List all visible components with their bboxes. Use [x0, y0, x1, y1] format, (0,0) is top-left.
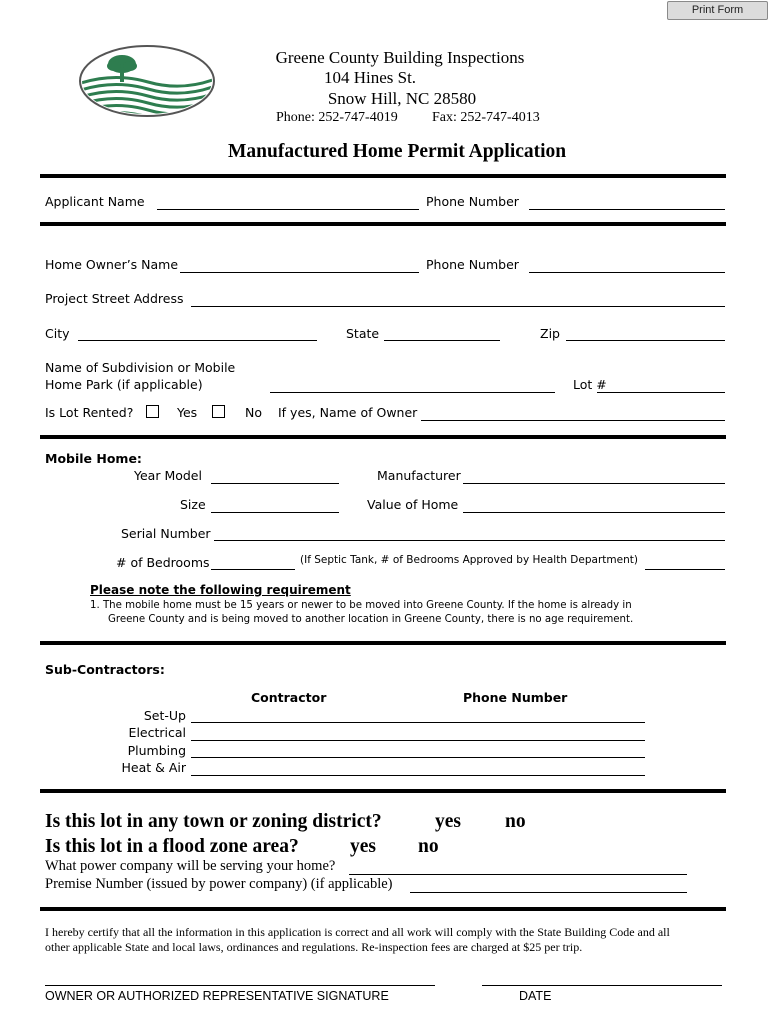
flood-zone-no[interactable]: no [418, 836, 439, 857]
power-company-field[interactable] [349, 874, 687, 875]
street-address-field[interactable] [191, 306, 725, 307]
value-field[interactable] [463, 512, 725, 513]
state-label: State [346, 326, 380, 341]
lot-rented-no-label: No [245, 405, 262, 420]
agency-city: Snow Hill, NC 28580 [327, 89, 477, 108]
divider [40, 222, 726, 226]
print-form-button[interactable]: Print Form [667, 1, 768, 20]
tree-over-fields-logo-icon [78, 44, 216, 118]
agency-street: 104 Hines St. [323, 68, 417, 87]
flood-zone-yes[interactable]: yes [350, 836, 376, 857]
setup-label: Set-Up [143, 708, 186, 723]
subdivision-field[interactable] [270, 392, 555, 393]
phone-column-header: Phone Number [463, 690, 568, 705]
mobile-home-section-label: Mobile Home: [45, 451, 142, 466]
power-company-label: What power company will be serving your home? [45, 858, 336, 874]
state-field[interactable] [384, 340, 500, 341]
divider [40, 641, 726, 645]
year-model-field[interactable] [211, 483, 339, 484]
septic-bedrooms-field[interactable] [645, 569, 725, 570]
city-label: City [45, 326, 70, 341]
divider [40, 907, 726, 911]
street-address-label: Project Street Address [45, 291, 184, 306]
flood-zone-question: Is this lot in a flood zone area? [45, 836, 299, 857]
owner-name-field[interactable] [180, 272, 419, 273]
subcontractors-section-label: Sub-Contractors: [45, 662, 165, 677]
lot-rented-yes-label: Yes [177, 405, 198, 420]
page-title: Manufactured Home Permit Application [228, 141, 567, 162]
lot-label: Lot # [573, 377, 607, 392]
septic-note: (If Septic Tank, # of Bedrooms Approved by Health Department) [300, 554, 638, 566]
bedrooms-label: # of Bedrooms [116, 555, 210, 570]
bedrooms-field[interactable] [211, 569, 295, 570]
applicant-name-field[interactable] [157, 209, 419, 210]
contractor-column-header: Contractor [251, 690, 327, 705]
premise-number-field[interactable] [410, 892, 687, 893]
owner-phone-field[interactable] [529, 272, 725, 273]
premise-number-label: Premise Number (issued by power company) (if applicable) [45, 876, 393, 892]
lot-owner-name-field[interactable] [421, 420, 725, 421]
applicant-name-label: Applicant Name [45, 194, 145, 209]
applicant-phone-label: Phone Number [426, 194, 519, 209]
requirement-line-2: Greene County and is being moved to another location in Greene County, there is no age requirement. [108, 614, 634, 625]
divider [40, 174, 726, 178]
zoning-no[interactable]: no [505, 811, 526, 832]
requirement-line-1: 1. The mobile home must be 15 years or newer to be moved into Greene County. If the home is already in [90, 600, 632, 611]
year-model-label: Year Model [134, 468, 202, 483]
signature-label: OWNER OR AUTHORIZED REPRESENTATIVE SIGNATURE [45, 989, 389, 1003]
size-label: Size [180, 497, 206, 512]
lot-rented-yes-checkbox-icon[interactable] [146, 405, 159, 418]
certification-line-1: I hereby certify that all the information in this application is correct and all work will comply with the State Building Code and all [45, 925, 670, 939]
size-field[interactable] [211, 512, 339, 513]
lot-rented-no-checkbox-icon[interactable] [212, 405, 225, 418]
plumbing-field[interactable] [191, 757, 645, 758]
county-logo [78, 44, 216, 122]
requirement-heading: Please note the following requirement [90, 583, 351, 597]
heat-air-field[interactable] [191, 775, 645, 776]
date-label: DATE [519, 989, 552, 1003]
signature-field[interactable] [45, 985, 435, 986]
agency-phone: Phone: 252-747-4019 [276, 110, 398, 125]
divider [40, 435, 726, 439]
manufacturer-label: Manufacturer [377, 468, 461, 483]
zoning-yes[interactable]: yes [435, 811, 461, 832]
lot-owner-name-label: If yes, Name of Owner [278, 405, 418, 420]
divider [40, 789, 726, 793]
city-field[interactable] [78, 340, 317, 341]
zip-field[interactable] [566, 340, 725, 341]
subdivision-label-1: Name of Subdivision or Mobile [45, 360, 236, 375]
agency-name: Greene County Building Inspections [275, 48, 525, 67]
certification-line-2: other applicable State and local laws, ordinances and regulations. Re-inspection fees are charged at $25 per trip. [45, 940, 583, 954]
setup-field[interactable] [191, 722, 645, 723]
owner-phone-label: Phone Number [426, 257, 519, 272]
lot-rented-label: Is Lot Rented? [45, 405, 134, 420]
serial-number-field[interactable] [214, 540, 725, 541]
value-label: Value of Home [367, 497, 459, 512]
owner-name-label: Home Owner’s Name [45, 257, 179, 272]
zip-label: Zip [540, 326, 560, 341]
manufacturer-field[interactable] [463, 483, 725, 484]
heat-air-label: Heat & Air [121, 760, 186, 775]
zoning-question: Is this lot in any town or zoning district? [45, 811, 382, 832]
date-field[interactable] [482, 985, 722, 986]
electrical-label: Electrical [128, 725, 186, 740]
applicant-phone-field[interactable] [529, 209, 725, 210]
agency-fax: Fax: 252-747-4013 [432, 110, 540, 125]
electrical-field[interactable] [191, 740, 645, 741]
subdivision-label-2: Home Park (if applicable) [45, 377, 203, 392]
plumbing-label: Plumbing [127, 743, 186, 758]
serial-number-label: Serial Number [121, 526, 211, 541]
lot-field[interactable] [597, 392, 725, 393]
